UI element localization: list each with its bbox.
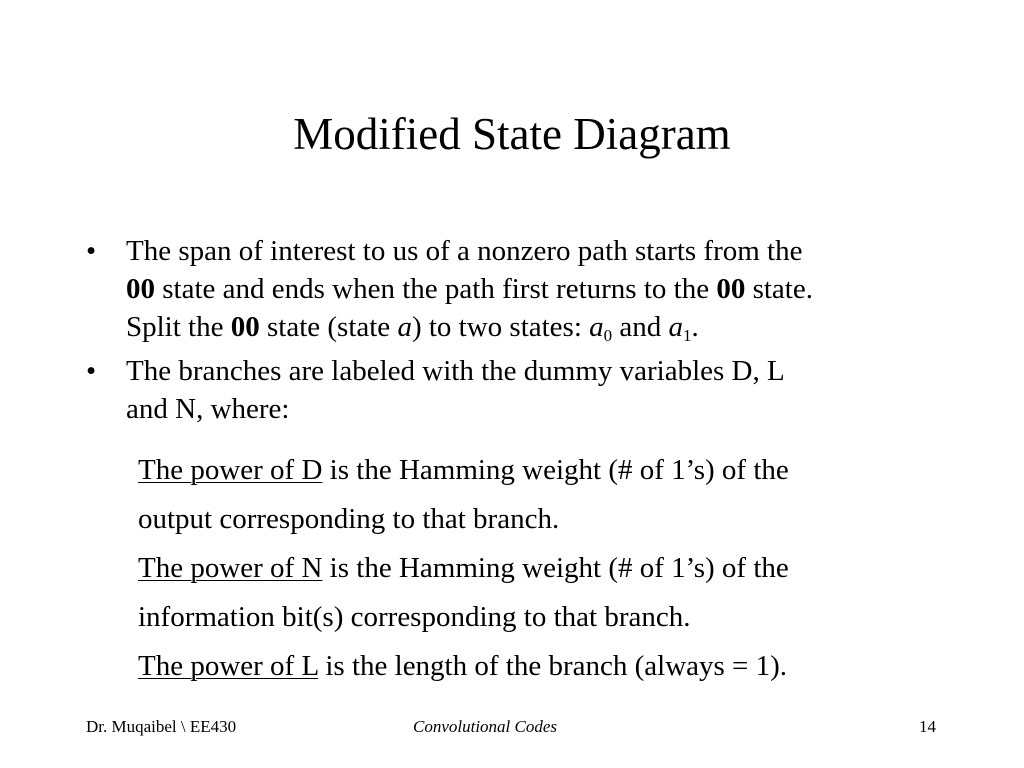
definition-n: The power of N is the Hamming weight (# of 1’s) of the bbox=[138, 552, 789, 584]
footer-author: Dr. Muqaibel \ EE430 bbox=[86, 717, 237, 736]
definition-d-cont: output corresponding to that branch. bbox=[138, 503, 560, 535]
bullet-list bbox=[0, 232, 1024, 434]
bullet-marker: • bbox=[86, 235, 97, 267]
definition-term: The power of D bbox=[138, 454, 323, 486]
state-symbol: a bbox=[668, 311, 684, 343]
definition-n-cont: information bit(s) corresponding to that branch. bbox=[138, 601, 691, 633]
state-symbol: a bbox=[397, 311, 412, 343]
definition-term: The power of N bbox=[138, 552, 323, 584]
bullet-text: The span of interest to us of a nonzero path starts from the 00 state and ends when the path first returns to the 00 state. Split the 00 state (state a) to two states: $a_0$ and $a_1$. bbox=[126, 235, 813, 345]
footer-page-number: 14 bbox=[919, 717, 936, 736]
definition-list bbox=[138, 446, 958, 691]
bullet-item-branches bbox=[0, 352, 946, 428]
state-symbol: a bbox=[589, 311, 604, 343]
bullet-marker: • bbox=[86, 355, 97, 387]
state-label: 00 bbox=[716, 273, 746, 305]
bullet-text: The branches are labeled with the dummy variables D, L and N, where: bbox=[126, 355, 785, 425]
bullet-item-span bbox=[0, 232, 946, 346]
definition-l: The power of L is the length of the branch (always = 1). bbox=[138, 650, 788, 682]
state-label: 00 bbox=[126, 273, 155, 305]
definition-d: The power of D is the Hamming weight (# of 1’s) of the bbox=[138, 454, 789, 486]
slide-title: Modified State Diagram bbox=[293, 109, 731, 159]
footer-course-title: Convolutional Codes bbox=[412, 717, 558, 736]
state-label: 00 bbox=[230, 311, 260, 343]
definition-term: The power of L bbox=[138, 650, 319, 682]
